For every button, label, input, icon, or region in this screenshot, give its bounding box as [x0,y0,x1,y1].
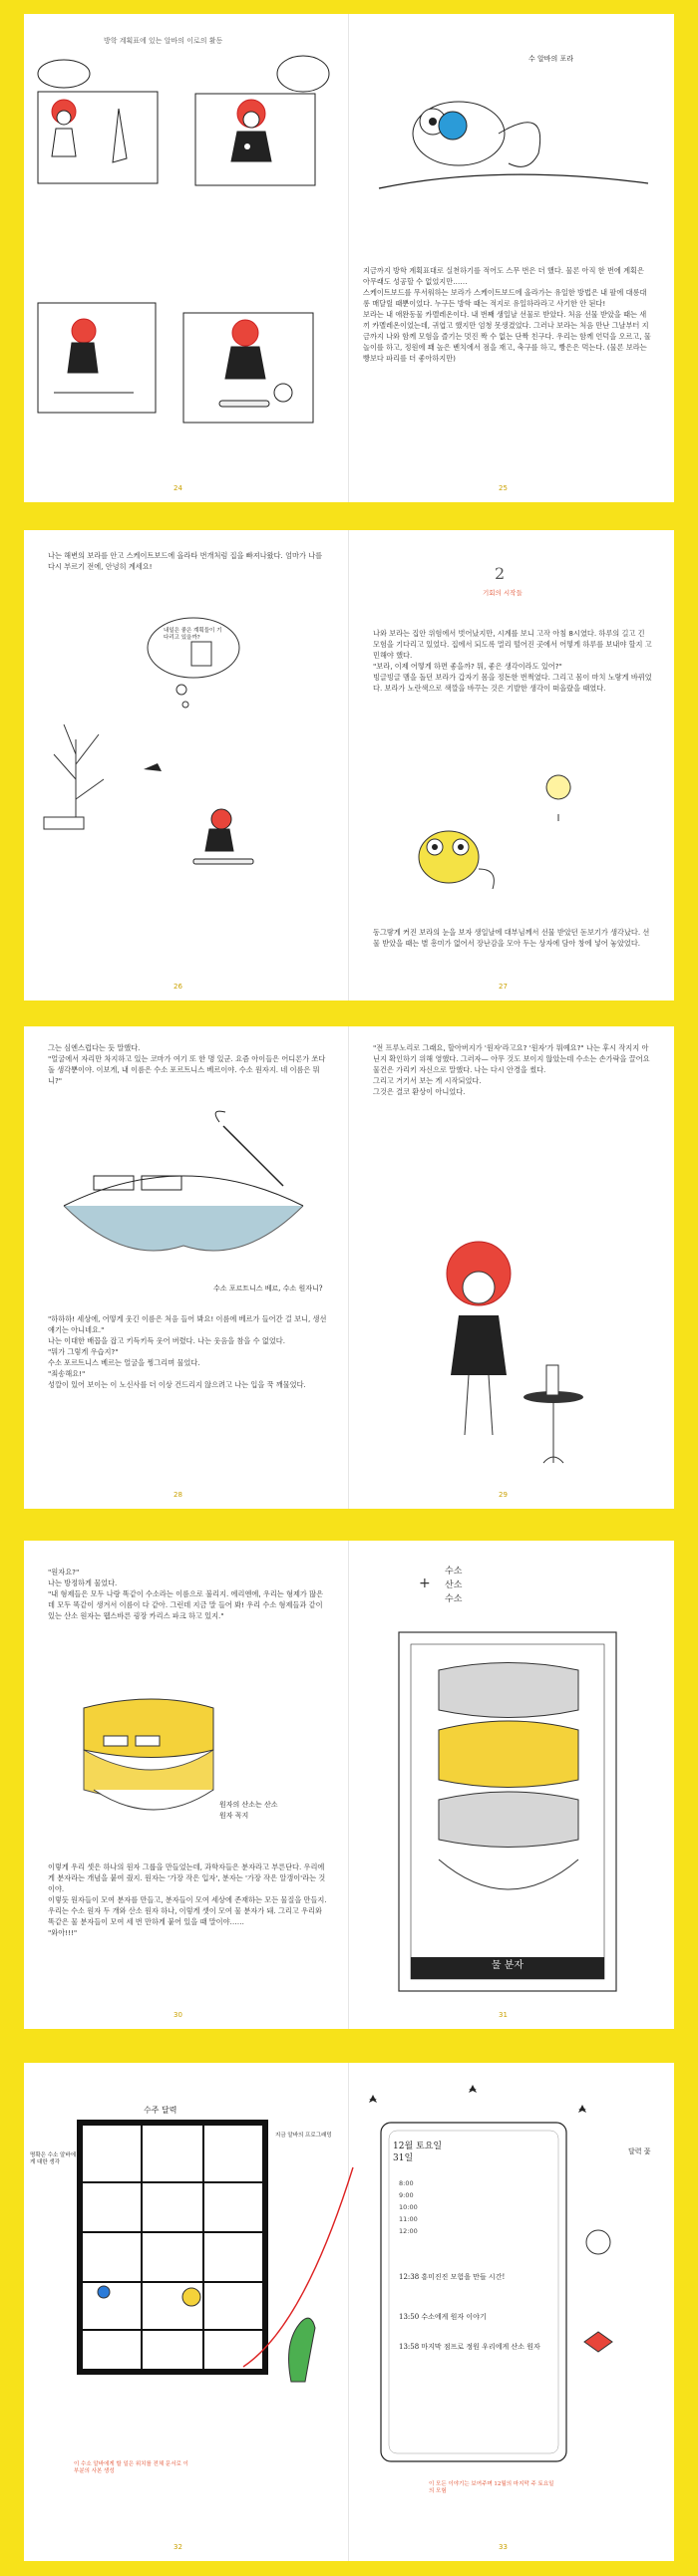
page-number: 27 [499,983,508,991]
diary-time-slot: 12:00 [399,2227,418,2235]
comic-panels-illustration [24,14,349,502]
paragraph-top: "원자요?" 나는 방정하게 물었다. "내 형제들은 모두 나랑 똑같이 수소라는 이름으로 불리지. 에리엔에, 우리는 형제가 많은데 모두 똑같이 생겨서 이름이 다 같아. 그런데 지금 말 들어 봐! 우리 수소 형제들과 같이 있는 산소 원자는 웹스바른 굉장 카리스 파크 하고 있지." [48,1568,324,1620]
spread-4 [24,1541,674,2029]
calendar-title: 수주 달력 [144,2106,177,2115]
label-hydrogen-1: 수소 [445,1567,463,1576]
paragraph: "보라, 이제 어떻게 하면 좋을까? 뭐, 좋은 생각이라도 있어?" [373,662,562,671]
paragraph: 지금까지 방학 계획표대로 실천하기를 적어도 스무 번은 더 했다. 물론 아직 한 번에 계획은 아무래도 성공할 수 없었지만…… [363,266,644,286]
page-number: 26 [174,983,182,991]
water-molecule-frame-illustration [349,1541,674,2029]
panel-1 [38,60,158,183]
body-text [363,265,652,364]
illustration-caption: 수소 포르트니스 베르, 수소 원자니? [213,1285,323,1292]
hydrogen-atom-gentleman-illustration [24,1026,349,1509]
label-hydrogen-2: 수소 [445,1594,463,1604]
paragraph: 나는 해변의 보라를 안고 스케이트보드에 올라타 번개처럼 집을 빠져나왔다. 엄마가 나를 다시 부르기 전에, 안녕히 계세요! [48,551,323,571]
page-number: 32 [174,2543,182,2551]
page-26 [24,530,349,1001]
note-bottom: 이 모든 이야기는 보여주며 12월의 마지막 주 토요일의 모험 [429,2481,554,2494]
caption-top: 방학 계획표에 있는 알바의 이로의 활동 [104,37,223,45]
chapter-number: 2 [495,564,506,583]
paragraph: 스케이트보드를 무서워하는 보라가 스케이트보드에 올라가는 유일한 방법은 내 팔에 대롱대롱 매달릴 때뿐이었다. 누구든 방학 때는 적지로 유일하라라고 사기한 안 된다! [363,288,647,308]
panel-4 [183,313,313,423]
diary-entry: 12:38 흥미진진 모험을 만들 시간! [399,2273,506,2281]
diary-time-slot: 11:00 [399,2215,418,2223]
note-bottom: 이 수소 알바에게 할 일은 위치를 전체 문서로 이 부분의 사본 생성 [74,2461,188,2474]
page-number: 30 [174,2011,182,2019]
girl-with-table-illustration [349,1026,674,1509]
page-number: 31 [499,2011,508,2019]
paragraph-top: 그는 심엔스럽다는 듯 말했다. "얼굴에서 자리만 차지하고 있는 코마가 여기 또 한 명 있군. 요즘 아이들은 어디론가 쏘다 돌 생각뿐이야. 이보게, 내 이름은 수소 포르트니스 베르이야. 수소 원자지. 네 이름은 뭐니?" [48,1043,326,1085]
page-33 [349,2063,674,2561]
diary-time-slot: 9:00 [399,2191,414,2199]
paragraph: 빙글빙글 맴을 돌던 보라가 갑자기 몸을 정돈한 번쩍였다. 그리고 몸이 마치 노랗게 바뀌었다. 보라가 노란색으로 색깔을 바꾸는 것은 기발한 생각이 떠올랐을 때였다. [373,673,652,693]
spread-5 [24,2063,674,2561]
page-29 [349,1026,674,1509]
side-label: 달력 꽃 [628,2147,651,2155]
spread-1 [24,14,674,502]
spread-3 [24,1026,674,1509]
bottom-paragraph: 동그랗게 커진 보라의 눈을 보자 생일날에 대부님께서 선물 받았던 돋보기가 생각났다. 선물 받았을 때는 별 흥미가 없어서 장난감을 모아 두는 상자에 담아 창에 넣어 놓았었다. [373,928,650,948]
page-number: 25 [499,484,508,492]
page-25 [349,14,674,502]
page-number: 24 [174,484,182,492]
page-number: 33 [499,2543,508,2551]
bubble-note: 수 알바의 포라 [528,55,574,63]
paragraph: 나와 보라는 집안 위험에서 벗어났지만, 시계를 보니 고작 아침 8시였다. 하루의 길고 긴 모험을 기다리고 있었다. 집에서 되도록 멀리 떨어진 곳에서 어떻게 하루를 보내야 할지 고민해야 했다. [373,629,652,660]
note-left: 명확은 수소 알바에게 대한 생각 [30,2152,77,2165]
bare-tree [44,724,104,829]
skateboard-scene-illustration [24,530,349,1001]
chameleon-on-branch-illustration [349,14,674,213]
paragraph-bottom: "하하하! 세상에, 어떻게 웃긴 이름은 처음 들어 봐요! 이름에 베르가 들어간 걸 보니, 생선 얘기는 아니네요." 나는 이대한 배꼽을 잡고 키득키득 웃어 버렸다. 나는 웃음을 참을 수 없었다. "뭐가 그렇게 우습지?" 수소 포르트니스 베르는 얼굴을 찡그리며 물었다. "죄송해요!" 성깔이 있어 보이는 이 노신사를 더 이상 건드리지 않으려고 나는 입을 꾹 깨물었다. [48,1314,327,1389]
paragraph: 보라는 내 애완동물 카멜레온이다. 내 번째 생일날 선물로 받았다. 처음 선물 받았을 때는 새끼 카멜레온이었는데, 귀엽고 했지만 엄청 못생겼었다. 그러나 보라는 처음 만난 그날부터 지금까지 나와 함께 모험을 즐기는 멋진 짝 수 없는 단짝 친구다. 우리는 함께 언덕을 오르고, 물놀이를 하고, 정원에 꽤 높은 벤치에서 점을 재고, 축구를 하고, 빵은은 먹는다. (물론 보라는 빵보다 파리를 더 좋아하지만) [363,310,651,363]
paragraph-bottom: 이렇게 우리 셋은 하나의 원자 그룹을 만들었는데, 과학자들은 분자라고 부른단다. 우리에게 분자라는 개념을 붙여 줬지. 원자는 '가장 작은 입자', 분자는 '가장 작은 알갱이'라는 것이야. 이렇듯 원자들이 모여 분자를 만들고, 분자들이 모여 세상에 존재하는 모든 물질을 만들지. 우리는 수소 원자 두 개와 산소 원자 하나, 이렇게 셋이 모여 물 분자가 돼. 그리고 우리와 똑같은 물 분자들이 모여 세 번 만하게 붙어 있을 때 말이야…… "와아!!!" [48,1862,327,1937]
girl-on-skateboard [193,809,253,864]
diary-time-slot: 8:00 [399,2179,414,2187]
thought-text: 내일은 좋은 계획들이 기다리고 있을까? [164,628,222,641]
page-28 [24,1026,349,1509]
spread-2 [24,530,674,1001]
chapter-title: 기회의 시작들 [483,589,523,597]
page-24 [24,14,349,502]
panel-2 [195,56,329,185]
panel-3 [38,303,156,413]
page-32 [24,2063,349,2561]
page-27 [349,530,674,1001]
page-number: 29 [499,1491,508,1499]
note-right: 지금 알바의 프로그래밍 [275,2133,332,2139]
diary-date: 12월 토요일 31일 [393,2142,443,2163]
diary-entry: 13:50 수소에게 원자 이야기 [399,2313,487,2321]
diary-entry: 13:58 마지막 점프로 정원 우리에게 산소 원자 [399,2343,540,2351]
illustration-caption: 원자의 산소는 산소 원자 꼭지 [219,1801,278,1820]
page-31 [349,1541,674,2029]
page-30 [24,1541,349,2029]
page-number: 28 [174,1491,182,1499]
caption-bar: 물 분자 [491,1960,524,1971]
paragraph: "전 프루노리로 그래요, 할아버지가 '원자'라고요? '원자'가 뭐예요?" 나는 후시 작지지 아닌지 확인하기 위해 영했다. 그러자— 아무 것도 보이지 않았는데 수소는 손가락을 끌어요 물건은 가리키 자신으로 말했다. 나는 다시 안경을 썼다. 그리고 거기서 보는 게 시작되었다. 그것은 결코 환상이 아니었다. [373,1043,650,1096]
plus-sign: + [419,1575,431,1591]
water-molecule-face-illustration [24,1541,349,2029]
label-oxygen: 산소 [445,1580,463,1590]
diary-time-slot: 10:00 [399,2203,418,2211]
